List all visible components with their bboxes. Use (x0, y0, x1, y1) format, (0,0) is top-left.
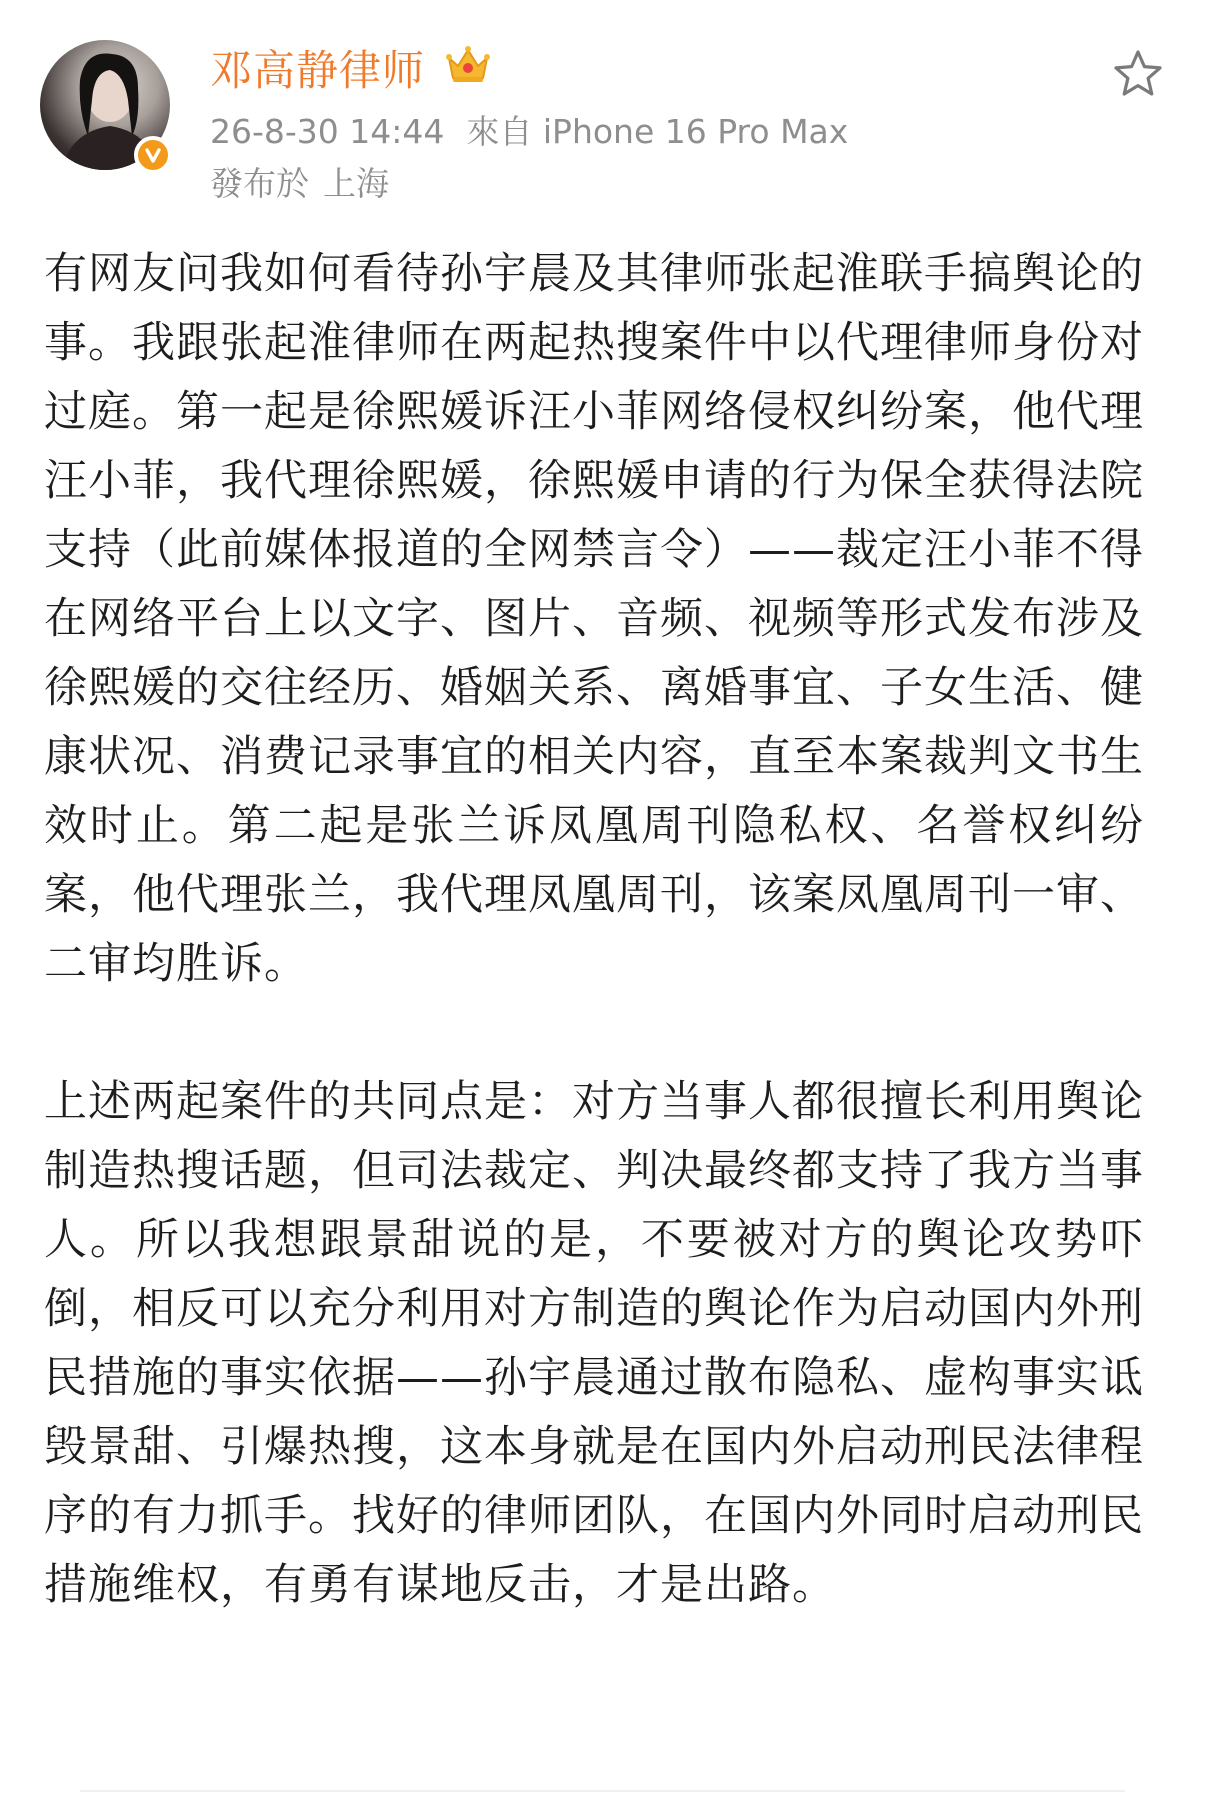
star-outline-icon (1112, 48, 1164, 100)
post-body (44, 240, 1144, 1620)
crown-icon[interactable] (445, 44, 491, 84)
location-value: 上海 (323, 164, 389, 203)
favorite-button[interactable] (1112, 48, 1164, 100)
post-paragraph: 上述两起案件的共同点是：对方当事人都很擅长利用舆论制造热搜话题，但司法裁定、判决最终都支持了我方当事人。所以我想跟景甜说的是，不要被对方的舆论攻势吓倒，相反可以充分利用对方制造的舆论作为启动国内外刑民措施的事实依据——孙宇晨通过散布隐私、虚构事实诋毁景甜、引爆热搜，这本身就是在国内外启动刑民法律程序的有力抓手。找好的律师团队，在国内外同时启动刑民措施维权，有勇有谋地反击，才是出路。 (44, 1077, 1144, 1610)
author-avatar[interactable] (40, 40, 170, 170)
post-meta (210, 106, 848, 153)
location-label: 發布於 (210, 164, 309, 203)
post-location (210, 158, 389, 205)
divider (80, 1790, 1125, 1792)
post-paragraph: 有网友问我如何看待孙宇晨及其律师张起淮联手搞舆论的事。我跟张起淮律师在两起热搜案件中以代理律师身份对过庭。第一起是徐熙媛诉汪小菲网络侵权纠纷案，他代理汪小菲，我代理徐熙媛，徐熙媛申请的行为保全获得法院支持（此前媒体报道的全网禁言令）——裁定汪小菲不得在网络平台上以文字、图片、音频、视频等形式发布涉及徐熙媛的交往经历、婚姻关系、离婚事宜、子女生活、健康状况、消费记录事宜的相关内容，直至本案裁判文书生效时止。第二起是张兰诉凤凰周刊隐私权、名誉权纠纷案，他代理张兰，我代理凤凰周刊，该案凤凰周刊一审、二审均胜诉。 (44, 249, 1144, 989)
post-header (0, 0, 1205, 203)
verified-badge-icon (134, 136, 172, 174)
author-name[interactable]: 邓高静律师 (210, 46, 426, 95)
post-timestamp: 26-8-30 14:44 (210, 112, 445, 151)
post-source: 來自 iPhone 16 Pro Max (466, 112, 849, 151)
